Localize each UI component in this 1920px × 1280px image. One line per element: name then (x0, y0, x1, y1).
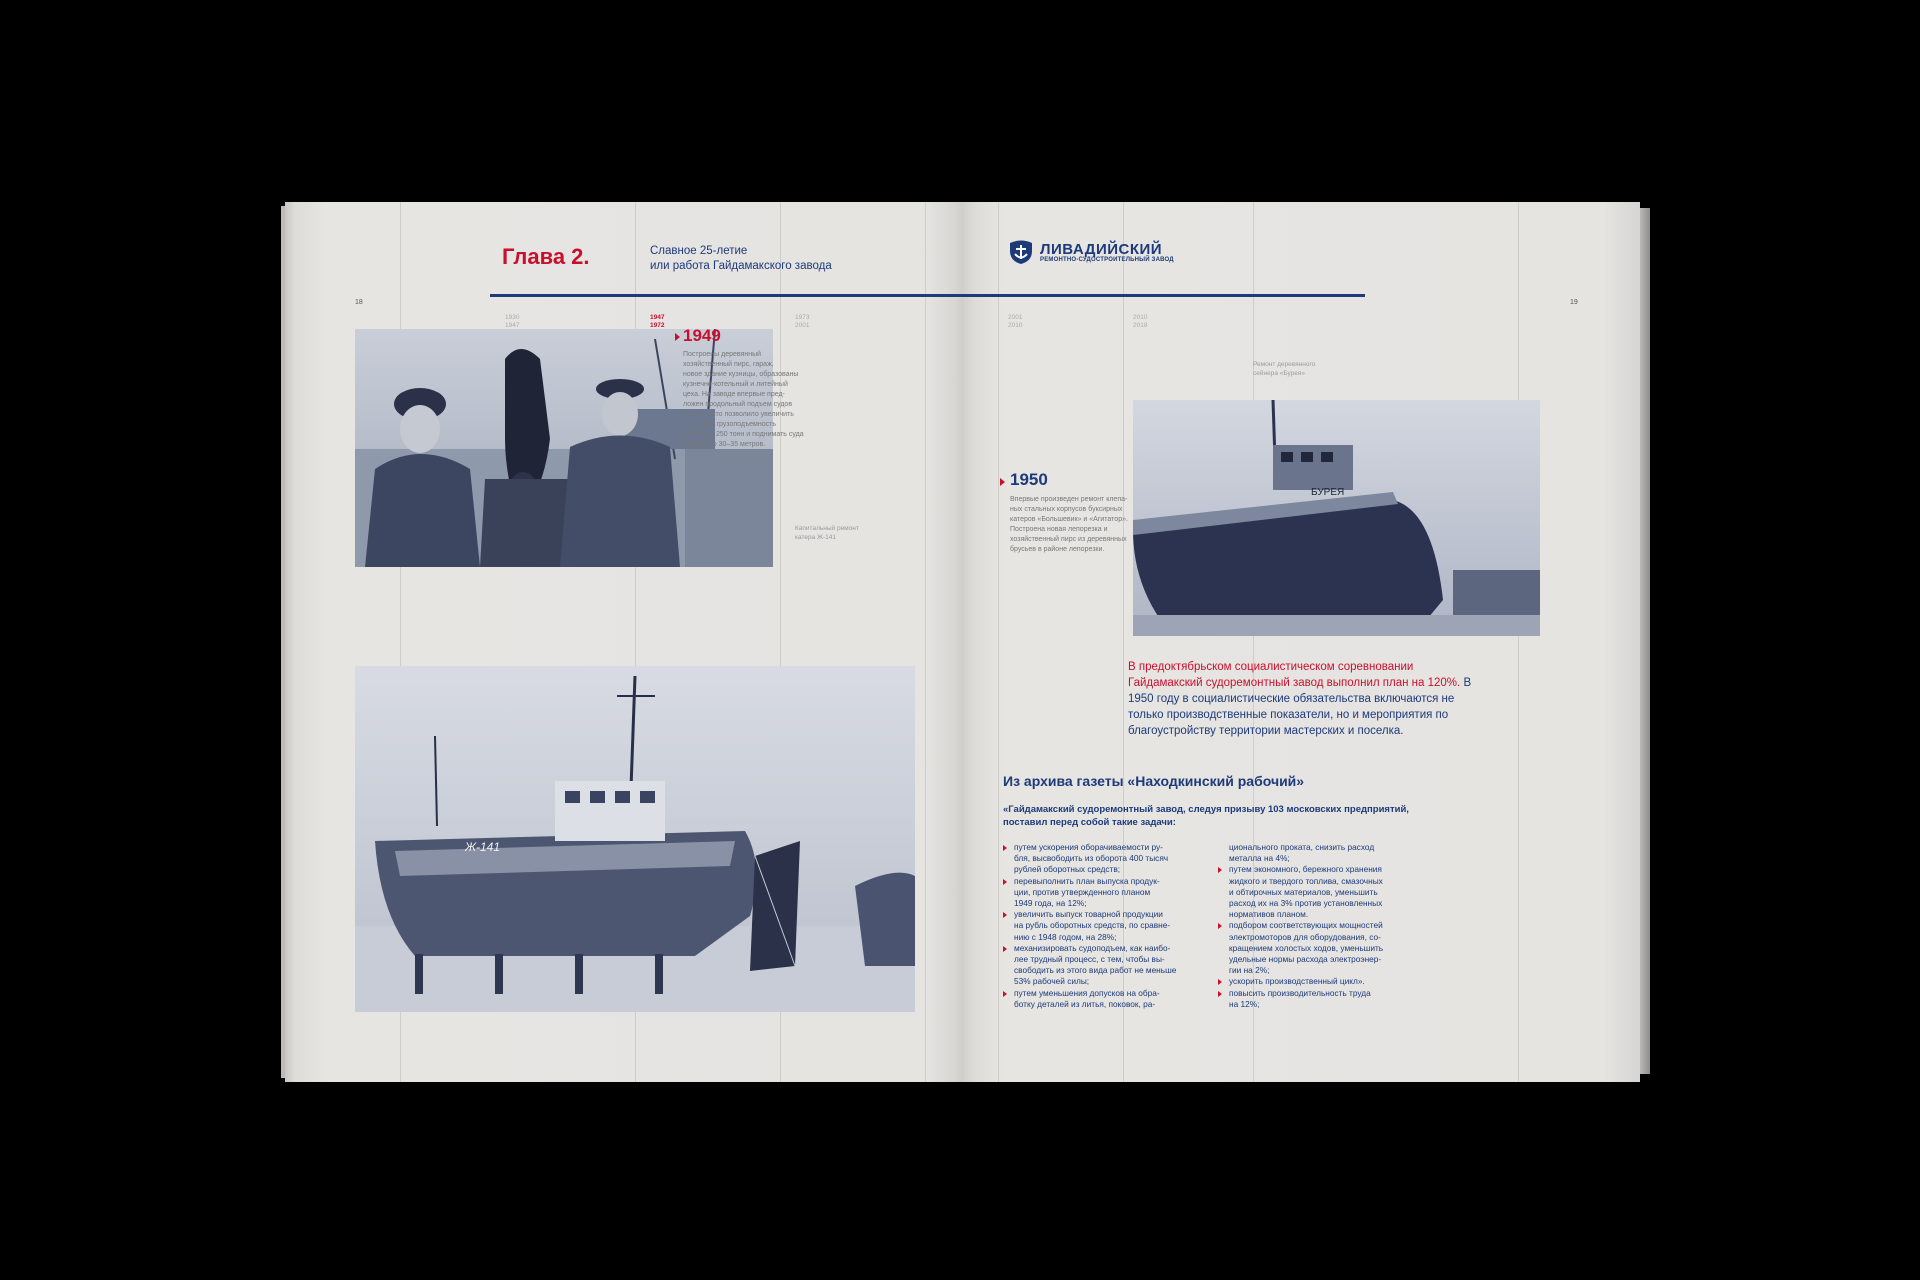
anchor-logo-icon (1008, 239, 1034, 265)
task-list-item: и обтирочных материалов, уменьшить (1229, 886, 1378, 897)
boat-label: Ж-141 (465, 840, 501, 854)
grid-line (1518, 202, 1519, 1082)
task-list-item: на 12%; (1229, 998, 1260, 1009)
archive-quote: «Гайдамакский судоремонтный завод, следуя призыву 103 московских предприятий, поставил перед собой такие задачи: (1003, 804, 1409, 828)
task-list-item: путем уменьшения допусков на обра- (1003, 988, 1203, 999)
task-list-item: 53% рабочей силы; (1014, 976, 1090, 987)
year-description: Впервые произведен ремонт клепа- ных стальных корпусов буксирных катеров «Большевик» и «Агитатор». Построена новая лепорезка и хозяйственный пирс из деревянных брусьев в районе лепорезки. (1010, 496, 1128, 553)
photo-boat-zh-141 (355, 666, 915, 1012)
photo-boat-bureya (1133, 400, 1540, 636)
task-list-item: на рубль оборотных средств, по сравне- (1014, 920, 1171, 931)
logo-subtitle: РЕМОНТНО-СУДОСТРОИТЕЛЬНЫЙ ЗАВОД (1040, 256, 1174, 263)
right-page (963, 202, 1640, 1082)
year-marker-icon (1000, 478, 1005, 486)
highlight-blue-text: В 1950 году в социалистические обязательства включаются не только производственные показатели, но и мероприятия по благоустройству территории мастерских и поселка. (1128, 677, 1472, 737)
left-page (285, 202, 963, 1082)
page-edge-right (1640, 208, 1650, 1074)
task-list-item: гии на 2%; (1229, 965, 1270, 976)
task-list-item: свободить из этого вида работ не меньше (1014, 965, 1177, 976)
company-logo (1008, 239, 1174, 265)
period-label: 2001 2010 (1008, 314, 1023, 329)
period-label: 1973 2001 (795, 314, 810, 329)
task-list-item: путем ускорения оборачиваемости ру- (1003, 842, 1203, 853)
task-list-item: перевыполнить план выпуска продук- (1003, 876, 1203, 887)
highlight-red-text: В предоктябрьском социалистическом соревновании Гайдамакский судоремонтный завод выполнил план на 120%. (1128, 661, 1461, 689)
task-list-item: ции, против утвержденного планом (1014, 886, 1151, 897)
task-list-left (1003, 842, 1203, 1010)
task-list-item: лее трудный процесс, с тем, чтобы вы- (1014, 954, 1165, 965)
task-list-item: жидкого и твердого топлива, смазочных (1229, 875, 1383, 886)
photo-caption: Капитальный ремонт катера Ж-141 (795, 525, 859, 541)
year-marker-icon (675, 333, 680, 341)
task-list-item: увеличить выпуск товарной продукции (1003, 909, 1203, 920)
period-label: 1930 1947 (505, 314, 520, 329)
period-label-active: 1947 1972 (650, 314, 665, 329)
task-list-item: путем экономного, бережного хранения (1218, 864, 1428, 875)
task-list-item: удельные нормы расхода электроэнер- (1229, 954, 1382, 965)
task-list-item: нию с 1948 годом, на 28%; (1014, 931, 1117, 942)
grid-line (998, 202, 999, 1082)
header-rule (490, 294, 1365, 297)
photo-caption: Ремонт деревянного сейнера «Бурея» (1253, 361, 1316, 377)
task-list-item: нормативов планом. (1229, 909, 1309, 920)
task-list-item: кращением холостых ходов, уменьшить (1229, 942, 1384, 953)
chapter-title: Глава 2. (502, 244, 590, 269)
task-list-item: ускорить производственный цикл». (1218, 976, 1428, 987)
logo-title: ЛИВАДИЙСКИЙ (1040, 240, 1163, 258)
task-list-item: ционального проката, снизить расход (1229, 842, 1375, 852)
grid-line (925, 202, 926, 1082)
year-heading: 1949 (683, 326, 721, 345)
task-list-item: механизировать судоподъем, как наибо- (1003, 943, 1203, 954)
task-list-item: подбором соответствующих мощностей (1218, 920, 1428, 931)
task-list-item: ботку деталей из литья, поковок, ра- (1014, 998, 1156, 1009)
boat-label: БУРЕЯ (1311, 487, 1345, 498)
archive-heading: Из архива газеты «Находкинский рабочий» (1003, 773, 1305, 789)
page-number: 19 (1570, 299, 1578, 306)
task-list-item: бля, высвободить из оборота 400 тысяч (1014, 853, 1169, 864)
page-number: 18 (355, 299, 363, 306)
task-list-item: повысить производительность труда (1218, 988, 1428, 999)
task-list-item: рублей оборотных средств; (1014, 864, 1121, 875)
task-list-item: 1949 года, на 12%; (1014, 898, 1087, 909)
period-label: 2010 2018 (1133, 314, 1148, 329)
task-list-item: электромоторов для оборудования, со- (1229, 931, 1381, 942)
year-description: Построены деревянный хозяйственный пирс, гараж, новое здание кузницы, образованы кузнечно-котельный и литейный цеха. На заводе впервые пред- ложен продольный подъем судов на слип, что позволило увеличить слиповую грузоподъемность со 100 до 250 тонн и поднимать суда длиной до 30–35 метров. (683, 351, 804, 448)
highlight-paragraph (1128, 659, 1488, 739)
task-list-item: металла на 4%; (1229, 853, 1290, 864)
year-heading: 1950 (1010, 470, 1048, 489)
chapter-subtitle: Славное 25-летие или работа Гайдамакского завода (650, 245, 832, 272)
magazine-spread (285, 202, 1640, 1082)
task-list-item: расход их на 3% против установленных (1229, 898, 1383, 909)
task-list-right (1218, 842, 1428, 1010)
